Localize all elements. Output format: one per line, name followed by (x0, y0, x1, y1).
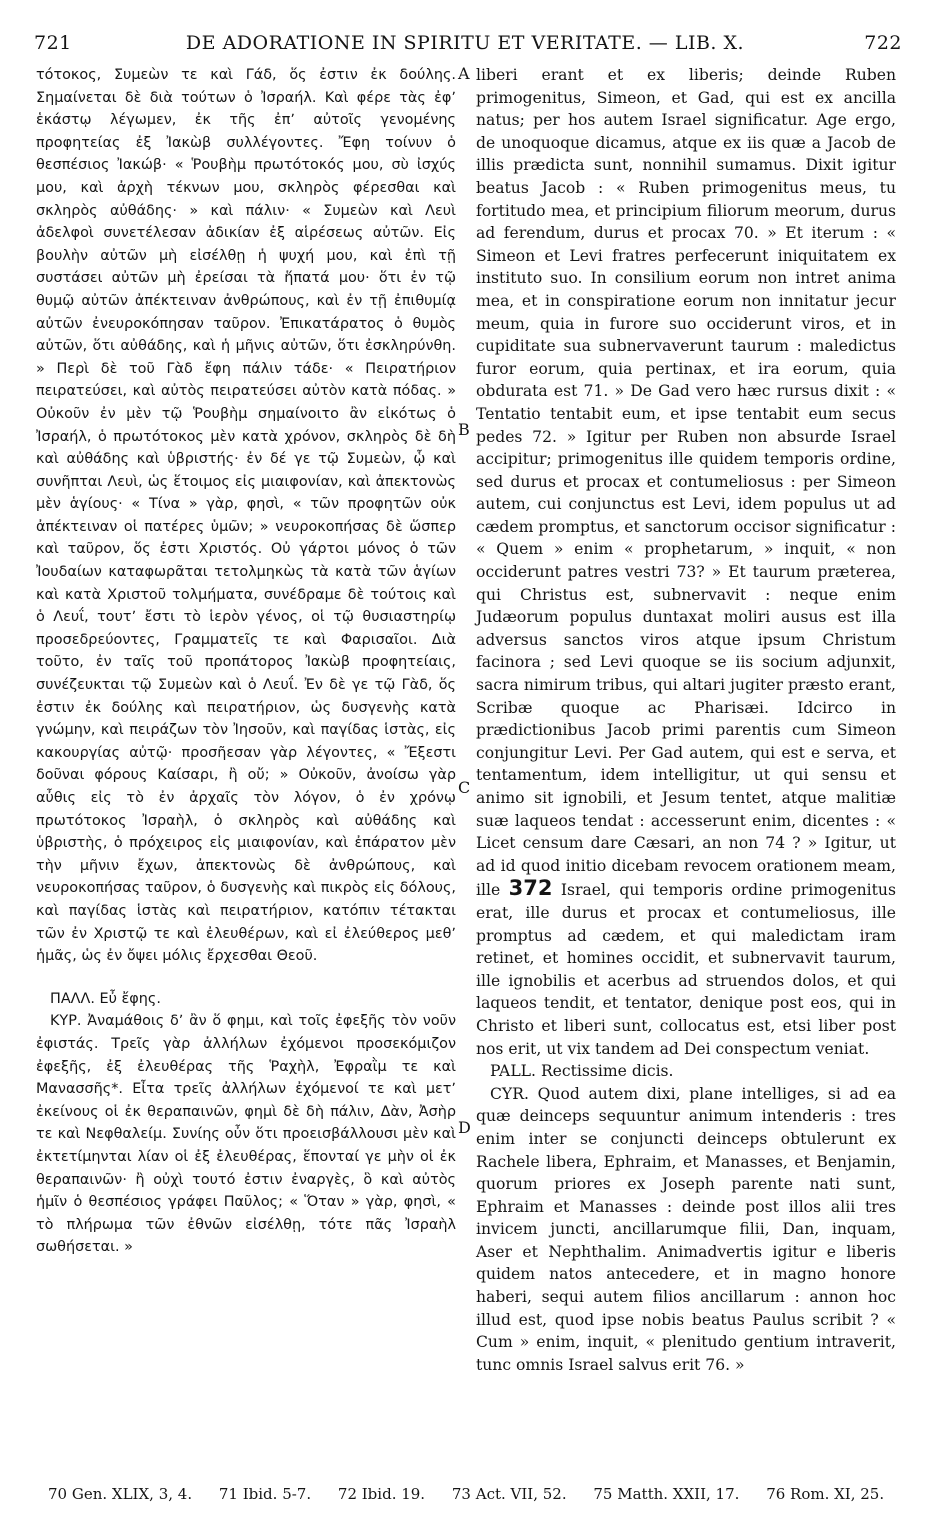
footnote: 72 Ibid. 19. (337, 1485, 426, 1503)
footnote: 75 Matth. XXII, 17. (593, 1485, 740, 1503)
footnotes (48, 1485, 898, 1503)
footnote: 76 Rom. XI, 25. (766, 1485, 885, 1503)
latin-text: Israel, qui temporis ordine primogenitus erat, ille durus et procax et contumeliosus, ille promptus ad cædem, et qui maledictam iram retinet, et homines occidit, et subnervavit taurum, ille ignobilis et acerbus ad struendos dolos, et qui laqueos tendit, et tentator, denique post eos, qui in Christo et liberi sunt, collocatus est, etsi liber post nos erit, ut vix tandem ad Dei conspectum veniat. (476, 881, 896, 1058)
running-title: DE ADORATIONE IN SPIRITU ET VERITATE. — LIB. X. (185, 32, 745, 54)
latin-text: liberi erant et ex liberis; deinde Ruben primogenitus, Simeon, et Gad, qui est ex ancilla natus; per hos autem Israel significatur. Age ergo, de unoquoque dicamus, atque ex iis quæ a Jacob de illis prædicta sunt, nonnihil sumamus. Dixit igitur beatus Jacob : « Ruben primogenitus meus, tu fortitudo mea, et principium filiorum meorum, durus ad ferendum, durus et procax 70. » Et iterum : « Simeon et Levi fratres perfecerunt iniquitatem ex instituto suo. In consilium eorum non intret anima mea, et in conspiratione eorum non innitatur jecur meum, quia in furore suo occiderunt viros, et in cupiditate sua subnervaverunt taurum : maledictus furor eorum, quia pertinax, et ira eorum, quia obdurata est 71. » De Gad vero hæc rursus dixit : « Tentatio tentabit eum, et ipse tentabit eum secus pedes 72. » Igitur per Ruben non absurde Israel accipitur; primogenitus ille quidem temporis ordine, sed durus et procax et contumeliosus : per Simeon autem, cui conjunctus est Levi, idem populus ut ad cædem promptus, et sanctorum occisor significatur : « Quem » enim « prophetarum, » inquit, « non occiderunt patres vestri 73? » Et taurum præterea, qui Christus est, subnervavit : neque enim Judæorum populus duntaxat moliri ausus est illa adversus sanctos viros atque ipsum Christum facinora ; sed Levi quoque se iis socium adjunxit, sacra nimirum tribus, qui altari jugiter præsto erant, Scribæ quoque ac Pharisæi. Idcirco in prædictionibus Jacob primi parentis cum Simeon conjungitur Levi. Per Gad autem, qui est e serva, et tentamentum, idem intelligitur, ut qui sensu et animo sit ignobili, et Jesum tentet, atque malitiæ suæ laqueos tendat : accesserunt enim, dicentes : « Licet censum dare Cæsari, an non 74 ? » Igitur, ut ad id quod initio dicebam revocem orationem meam, ille (476, 66, 896, 900)
greek-column (36, 64, 456, 1259)
page-number-right: 722 (864, 32, 902, 54)
footnote: 71 Ibid. 5-7. (218, 1485, 312, 1503)
footnote: 73 Act. VII, 52. (451, 1485, 567, 1503)
page-number-left: 721 (34, 32, 72, 54)
latin-paragraph (476, 64, 896, 1060)
latin-column (476, 64, 896, 1376)
column-number: 372 (508, 876, 553, 901)
greek-speaker-pall: ΠΑΛΛ. Εὖ ἔφης. (50, 990, 161, 1007)
greek-paragraph: ΚΥΡ. Ἀναμάθοις δʼ ἂν ὅ φημι, καὶ τοῖς ἐφεξῆς τὸν νοῦν ἐφιστάς. Τρεῖς γὰρ ἀλλήλων ἐχόμενοι προσεκόμιζον ἐφεξῆς, ἐξ ἐλευθέρας τῆς Ῥαχὴλ, Ἐφραῒμ τε καὶ Μανασσῆς*. Εἶτα τρεῖς ἀλλήλων ἐχόμενοί τε καὶ μετʼ ἐκείνους οἱ ἐκ θεραπαινῶν, φημὶ δὲ δὴ πάλιν, Δὰν, Ἀσὴρ τε καὶ Νεφθαλείμ. Συνίης οὖν ὅτι προεισβάλλουσι μὲν καὶ ἐκτετίμηνται λίαν οἱ ἐξ ἐλευθέρας, ἕπονταί γε μὴν οἱ ἐκ θεραπαινῶν· ἢ οὐχὶ τουτό ἐστιν ἐναργὲς, ὃ καὶ αὐτὸς ἡμῖν ὁ θεσπέσιος γράφει Παῦλος; « Ὅταν » γὰρ, φησὶ, « τὸ πλήρωμα τῶν ἐθνῶν εἰσέλθῃ, τότε πᾶς Ἰσραὴλ σωθήσεται. » (36, 1013, 456, 1256)
margin-letter-a: A (458, 64, 470, 83)
margin-letter-c: C (458, 778, 471, 797)
footnote: 70 Gen. XLIX, 3, 4. (48, 1485, 193, 1503)
greek-paragraph: τότοκος, Συμεὼν τε καὶ Γάδ, ὅς ἐστιν ἐκ δούλης. Σημαίνεται δὲ διὰ τούτων ὁ Ἰσραήλ. Καὶ φέρε τὰς ἐφʼ ἑκάστῳ λέγωμεν, ἐκ τῆς ἐπʼ αὐτοῖς γενομένης προφητείας ἐξ Ἰακὼβ συλλέγοντες. Ἔφη τοίνυν ὁ θεσπέσιος Ἰακώβ· « Ῥουβὴμ πρωτότοκός μου, σὺ ἰσχύς μου, καὶ ἀρχὴ τέκνων μου, σκληρὸς φέρεσθαι καὶ σκληρὸς αὐθάδης· » καὶ πάλιν· « Συμεὼν καὶ Λευὶ ἀδελφοὶ συνετέλεσαν ἀδικίαν ἐξ αἱρέσεως αὐτῶν. Εἰς βουλὴν αὐτῶν μὴ εἰσέλθῃ ἡ ψυχή μου, καὶ ἐπὶ τῇ συστάσει αὐτῶν μὴ ἐρείσαι τὰ ἥπατά μου· ὅτι ἐν τῷ θυμῷ αὐτῶν ἀπέκτειναν ἀνθρώπους, καὶ ἐν τῇ ἐπιθυμίᾳ αὐτῶν ἐνευροκόπησαν ταῦρον. Ἐπικατάρατος ὁ θυμὸς αὐτῶν, ὅτι αὐθάδης, καὶ ἡ μῆνις αὐτῶν, ὅτι ἐσκληρύνθη. » Περὶ δὲ τοῦ Γὰδ ἔφη πάλιν τάδε· « Πειρατήριον πειρατεύσει, καὶ αὐτὸς πειρατεύσει αὐτὸν κατὰ πόδας. » Οὐκοῦν ἐν μὲν τῷ Ῥουβὴμ σημαίνοιτο ἂν εἰκότως ὁ Ἰσραήλ, ὁ πρωτότοκος μὲν κατὰ χρόνον, σκληρὸς δὲ δὴ καὶ αὐθάδης καὶ ὑβριστής· ἐν δέ γε τῷ Συμεὼν, ᾧ καὶ συνῆπται Λευὶ, ὡς ἕτοιμος εἰς μιαιφονίαν, καὶ ἀπεκτονὼς μὲν ἁγίους· « Τίνα » γὰρ, φησὶ, « τῶν προφητῶν οὐκ ἀπέκτειναν οἱ πατέρες ὑμῶν; » νευροκοπήσας δὲ ὥσπερ καὶ ταῦρον, ὅς ἐστι Χριστός. Οὐ γάρτοι μόνος ὁ τῶν Ἰουδαίων καταφωρᾶται τετολμηκὼς τὰ κατὰ τῶν ἁγίων καὶ κατὰ Χριστοῦ τολμήματα, συνέδραμε δὲ τούτοις καὶ ὁ Λευΐ, τουτʼ ἔστι τὸ ἱερὸν γένος, οἱ τῷ θυσιαστηρίῳ προσεδρεύοντες, Γραμματεῖς τε καὶ Φαρισαῖοι. Διὰ τοῦτο, ἐν ταῖς τοῦ προπάτορος Ἰακὼβ προφητείαις, συνέζευκται τῷ Συμεὼν καὶ ὁ Λευΐ. Ἐν δὲ γε τῷ Γὰδ, ὅς ἐστιν ἐκ δούλης καὶ πειρατήριον, ὡς δυσγενὴς κατὰ γνώμην, καὶ πειράζων τὸν Ἰησοῦν, καὶ παγίδας ἱστὰς, εἰς κακουργίας αὐτῷ· προσῆεσαν γὰρ λέγοντες, « Ἔξεστι δοῦναι φόρους Καίσαρι, ἢ οὔ; » Οὐκοῦν, ἀνοίσω γὰρ αὖθις εἰς τὸ ἐν ἀρχαῖς τὸν λόγον, ὁ ἐν χρόνῳ πρωτότοκος Ἰσραὴλ, ὁ σκληρὸς καὶ αὐθάδης καὶ ὑβριστὴς, ὁ πρόχειρος εἰς μιαιφονίαν, καὶ ἐπάρατον μὲν τὴν μῆνιν ἔχων, ἀπεκτονὼς δὲ ἀνθρώπους, καὶ νευροκοπήσας ταῦρον, ὁ δυσγενὴς καὶ πικρὸς εἰς δόλους, καὶ παγίδας ἱστὰς καὶ πειρατήριον, κατόπιν τέτακται τῶν ἐν Χριστῷ τε καὶ ἐλευθέρων, καὶ εἰ ἐλεύθερος μεθʼ ἡμᾶς, ὡς ἐν ὄψει μόλις ἔρχεσθαι Θεοῦ. (36, 67, 456, 965)
latin-paragraph: CYR. Quod autem dixi, plane intelliges, si ad ea quæ deinceps sequuntur animum intenderis : tres enim inter se conjuncti deinceps obtulerunt ex Rachele libera, Ephraim, et Manasses, et Benjamin, quorum priores ex Joseph parente nati sunt, Ephraim et Manasses : deinde post illos alii tres invicem juncti, ancillarumque filii, Dan, inquam, Aser et Nephthalim. Animadvertis igitur e liberis quidem natos antecedere, et in magno honore haberi, sequi autem filios ancillarum : annon hoc illud est, quod ipse nobis beatus Paulus scribit ? « Cum » enim, inquit, « plenitudo gentium intraverit, tunc omnis Israel salvus erit 76. » (476, 1084, 896, 1374)
latin-speaker-pall: PALL. Rectissime dicis. (490, 1062, 674, 1081)
margin-letter-d: D (458, 1118, 471, 1137)
running-header (28, 32, 902, 60)
margin-letter-b: B (458, 420, 470, 439)
